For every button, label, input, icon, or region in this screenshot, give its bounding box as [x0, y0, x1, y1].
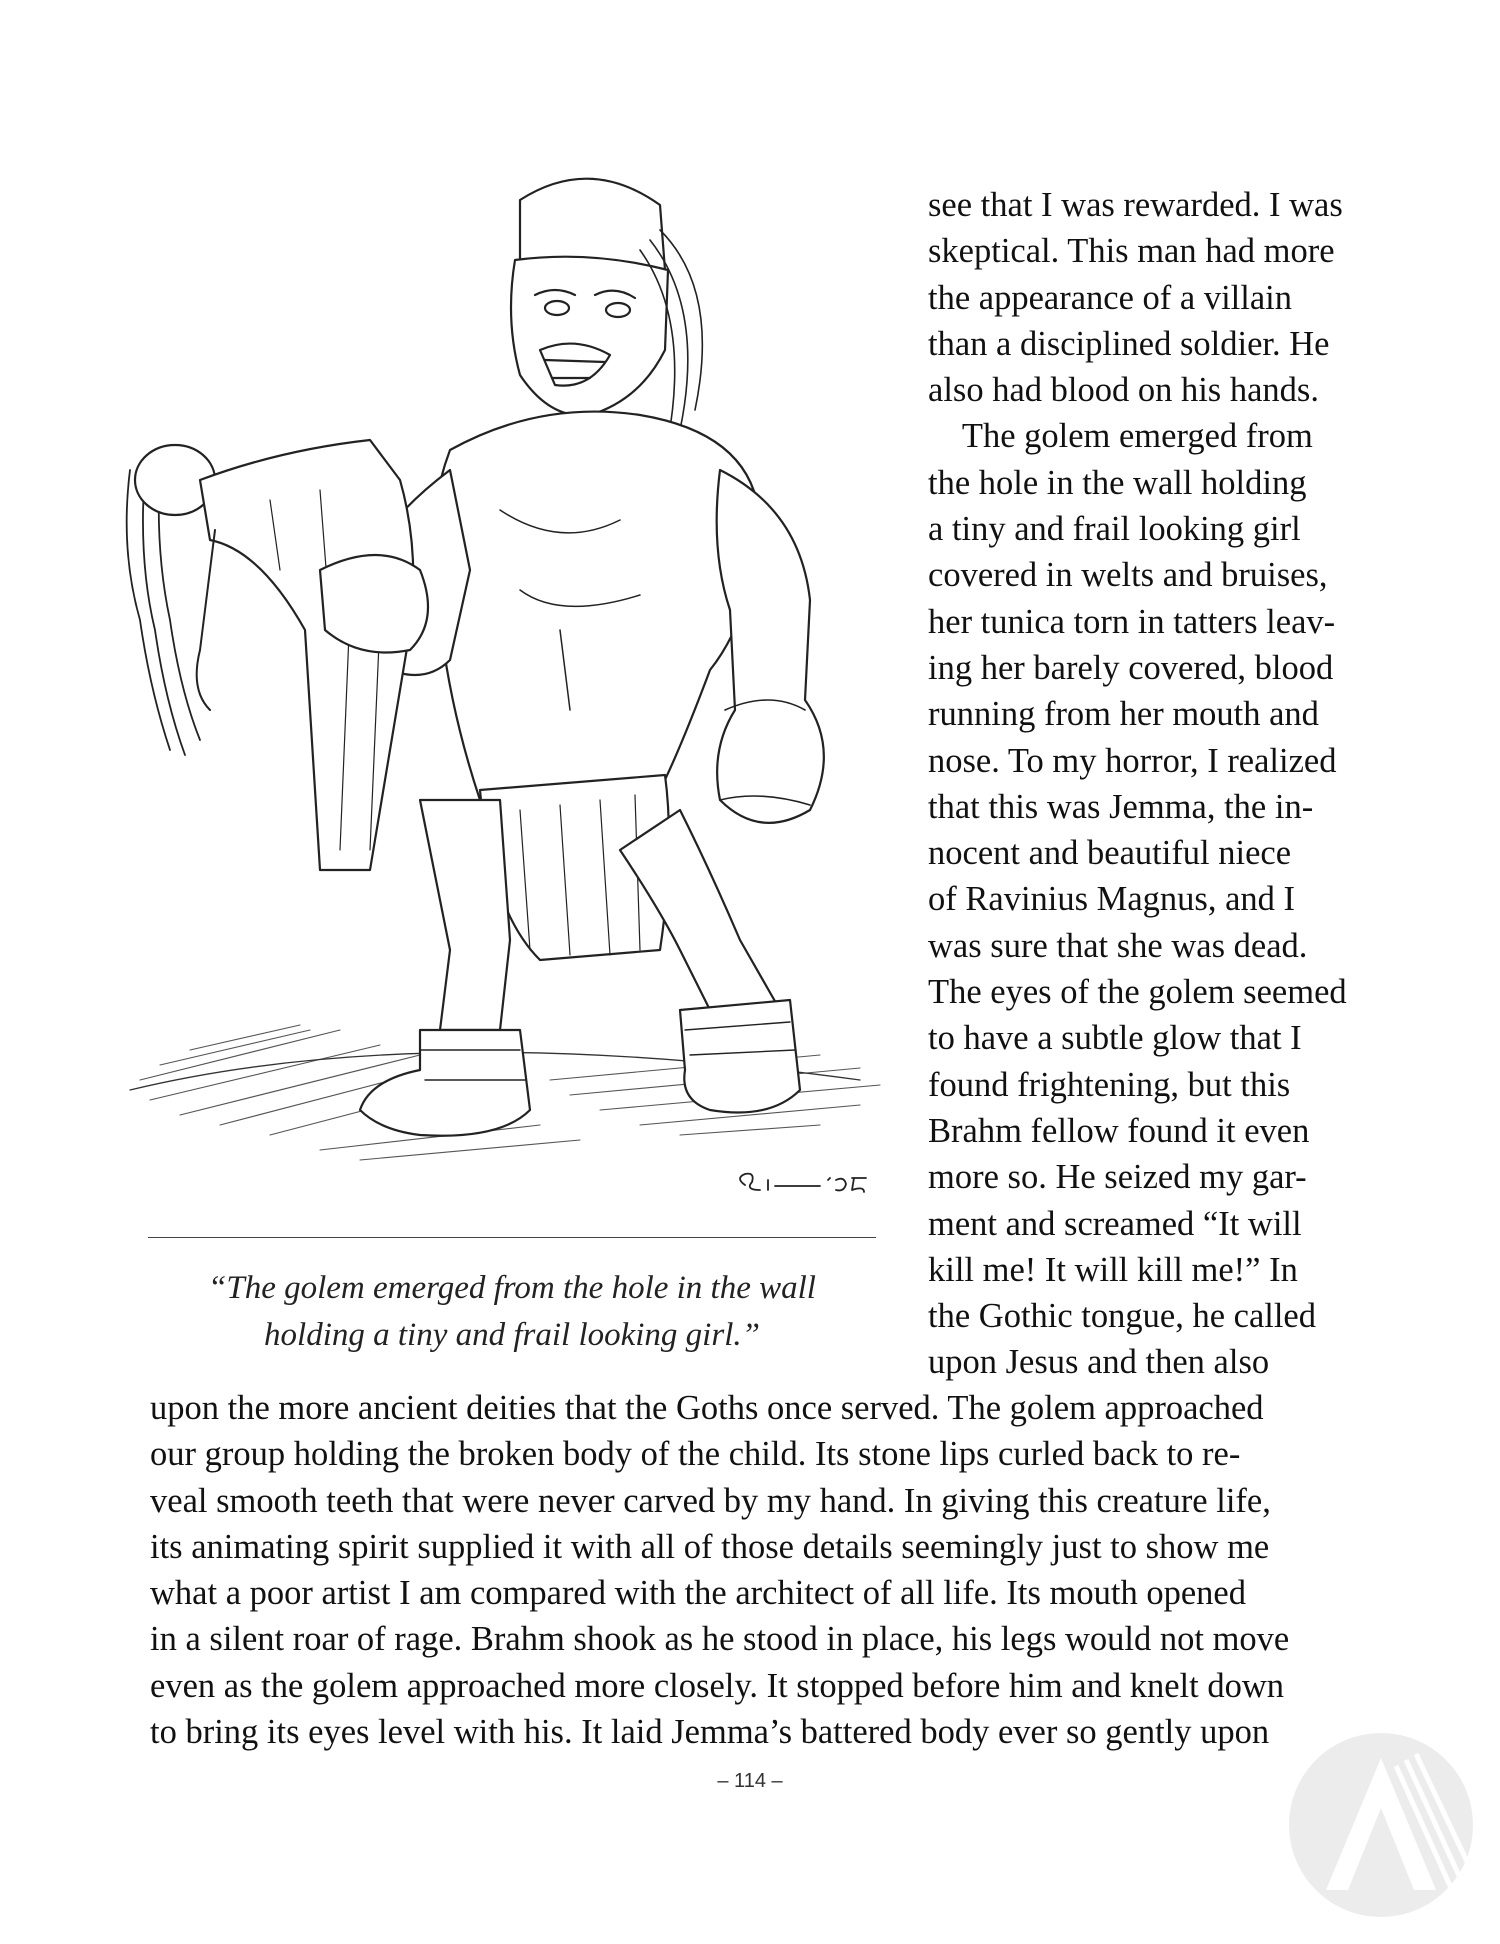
- text-line: covered in welts and bruises,: [928, 556, 1328, 595]
- text-line: her tunica torn in tatters leav-: [928, 602, 1336, 641]
- caption-line: “The golem emerged from the hole in the wall: [208, 1270, 816, 1306]
- caption-divider: [148, 1237, 876, 1238]
- text-line: to bring its eyes level with his. It laid Jemma’s battered body ever so gently upon: [150, 1713, 1270, 1752]
- text-line: our group holding the broken body of the child. Its stone lips curled back to re-: [150, 1435, 1241, 1474]
- golem-right-boot: [680, 1000, 800, 1113]
- text-line: The golem emerged from: [928, 417, 1313, 456]
- text-line: more so. He seized my gar-: [928, 1158, 1307, 1197]
- text-line: was sure that she was dead.: [928, 926, 1308, 965]
- girl-arm: [197, 530, 215, 710]
- text-line: the Gothic tongue, he called: [928, 1297, 1316, 1336]
- text-line: nocent and beautiful niece: [928, 834, 1292, 873]
- text-line: than a disciplined soldier. He: [928, 324, 1330, 363]
- golem-hand: [320, 555, 428, 653]
- text-line: ment and screamed “It will: [928, 1204, 1302, 1243]
- illustration-caption: [148, 1265, 876, 1359]
- text-line: skeptical. This man had more: [928, 232, 1335, 271]
- girl-body: [200, 440, 413, 870]
- text-line: a tiny and frail looking girl: [928, 510, 1301, 549]
- text-line: that this was Jemma, the in-: [928, 787, 1314, 826]
- text-line: what a poor artist I am compared with the architect of all life. Its mouth opened: [150, 1574, 1246, 1613]
- full-width-text-block: [150, 1385, 1360, 1755]
- text-line: the appearance of a villain: [928, 278, 1292, 317]
- text-line: in a silent roar of rage. Brahm shook as he stood in place, his legs would not move: [150, 1620, 1290, 1659]
- text-line: running from her mouth and: [928, 695, 1319, 734]
- text-line: also had blood on his hands.: [928, 371, 1319, 410]
- text-line: found frightening, but this: [928, 1065, 1291, 1104]
- text-line: of Ravinius Magnus, and I: [928, 880, 1296, 919]
- golem-drawing: [120, 150, 890, 1240]
- text-line: see that I was rewarded. I was: [928, 186, 1343, 224]
- golem-left-boot: [360, 1030, 530, 1136]
- text-line: The eyes of the golem seemed: [928, 973, 1347, 1012]
- text-line: to have a subtle glow that I: [928, 1019, 1302, 1058]
- golem-right-arm: [717, 470, 824, 823]
- caption-line: holding a tiny and frail looking girl.”: [264, 1317, 760, 1353]
- text-line: the hole in the wall holding: [928, 463, 1307, 502]
- text-line: upon the more ancient deities that the Goths once served. The golem approached: [150, 1389, 1264, 1427]
- artist-signature: [740, 1174, 866, 1192]
- text-line: even as the golem approached more closely. It stopped before him and knelt down: [150, 1666, 1284, 1705]
- golem-illustration: [120, 150, 890, 1240]
- golem-left-leg: [420, 800, 510, 1030]
- text-line: upon Jesus and then also: [928, 1343, 1270, 1382]
- column-text-block: [928, 182, 1388, 1386]
- text-line: Brahm fellow found it even: [928, 1111, 1310, 1150]
- page-number: – 114 –: [717, 1770, 783, 1792]
- text-line: nose. To my horror, I realized: [928, 741, 1337, 780]
- text-line: kill me! It will kill me!” In: [928, 1250, 1298, 1289]
- text-line: ing her barely covered, blood: [928, 648, 1334, 687]
- text-line: veal smooth teeth that were never carved by my hand. In giving this creature life,: [150, 1481, 1271, 1520]
- golem-head: [511, 257, 668, 416]
- girl-figure: [127, 440, 414, 870]
- text-line: its animating spirit supplied it with all of those details seemingly just to show me: [150, 1527, 1270, 1566]
- publisher-logo-icon: [1286, 1730, 1476, 1920]
- golem-torso: [432, 412, 760, 800]
